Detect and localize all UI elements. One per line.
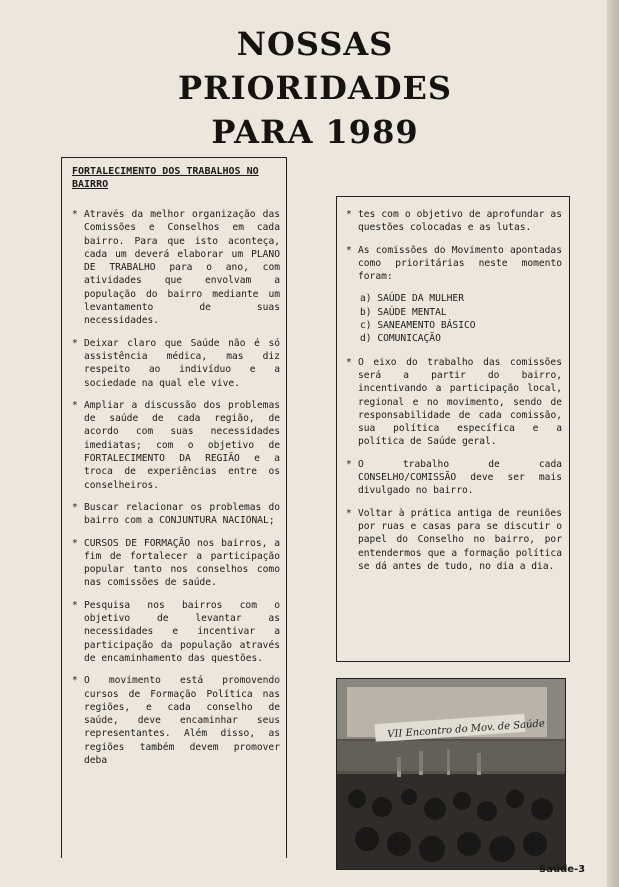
item-text: Voltar à prática antiga de reuniões por ruas e casas para se discutir o papel do Conselho no bairro, por entendermos que a formação política se dá antes de tudo, no dia a dia. — [358, 507, 562, 572]
section-heading: FORTALECIMENTO DOS TRABALHOS NO BAIRRO — [72, 166, 259, 190]
commission-item: c) SANEAMENTO BÁSICO — [360, 320, 476, 332]
page-title — [150, 22, 480, 154]
list-item — [346, 244, 562, 284]
commission-item: d) COMUNICAÇÃO — [360, 333, 441, 345]
page-edge — [607, 0, 619, 887]
page-number: Saúde-3 — [539, 864, 586, 875]
list-item — [72, 599, 280, 665]
bullet: * — [72, 209, 78, 220]
commission-item: a) SAÚDE DA MULHER — [360, 293, 464, 305]
item-text: Deixar claro que Saúde não é só assistência médica, mas diz respeito ao indivíduo e a sociedade na qual ele vive. — [84, 337, 280, 389]
right-column — [346, 208, 562, 582]
bullet: * — [72, 675, 78, 687]
list-item — [72, 501, 280, 528]
bullet: * — [72, 337, 78, 349]
list-item — [72, 674, 280, 767]
list-item — [72, 337, 280, 390]
list-item — [72, 208, 280, 328]
item-text: Através da melhor organização das Comissões e Conselhos em cada bairro. Para que isto aconteça, cada um deverá elaborar um PLANO DE TRABALHO para o ano, com atividades que envolvam a população do bairro mediante um levantamento de suas necessidades. — [84, 209, 280, 327]
title-line-1: NOSSAS — [236, 25, 394, 63]
item-text: Ampliar a discussão dos problemas de saúde de cada região, de acordo com suas necessidades imediatas; com o objetivo de FORTALECIMENTO DA REGIÃO e a troca de experiências entre os conselheiros. — [84, 399, 280, 491]
item-text: tes com o objetivo de aprofundar as questões colocadas e as lutas. — [358, 209, 562, 234]
item-text: O movimento está promovendo cursos de Formação Política nas regiões, e cada conselho de saúde, deve encaminhar seus representantes. Além disso, as regiões também devem promover deba — [84, 675, 280, 766]
title-line-2: PRIORIDADES — [178, 69, 452, 107]
bullet: * — [72, 599, 78, 611]
list-item — [346, 458, 562, 498]
list-item — [72, 399, 280, 492]
bullet: * — [72, 399, 78, 411]
item-text: O trabalho de cada CONSELHO/COMISSÃO deve ser mais divulgado no bairro. — [358, 458, 562, 497]
item-text: CURSOS DE FORMAÇÃO nos bairros, a fim de fortalecer a participação popular tanto nos conselhos como nas comissões de saúde. — [84, 537, 280, 589]
event-photo — [336, 678, 566, 870]
item-text: Pesquisa nos bairros com o objetivo de levantar as necessidades e incentivar a participação da população através de encaminhamento das questões. — [84, 599, 280, 664]
commission-item: b) SAÚDE MENTAL — [360, 306, 447, 318]
bullet: * — [346, 507, 352, 519]
bullet: * — [72, 537, 78, 549]
bullet: * — [346, 244, 352, 256]
list-item — [346, 507, 562, 573]
list-item — [346, 208, 562, 235]
item-text: As comissões do Movimento apontadas como prioritárias neste momento foram: — [358, 244, 562, 283]
bullet: * — [346, 458, 352, 470]
left-column — [72, 208, 280, 776]
photo-graphic — [337, 679, 565, 869]
bullet: * — [72, 501, 78, 513]
bullet: * — [346, 356, 352, 368]
commissions-list — [360, 292, 562, 345]
photo-banner-text: VII Encontro do Mov. de Saúde — [386, 718, 546, 741]
title-line-3: PARA 1989 — [211, 113, 419, 151]
item-text: Buscar relacionar os problemas do bairro com a CONJUNTURA NACIONAL; — [84, 501, 280, 527]
list-item — [346, 356, 562, 449]
list-item — [72, 537, 280, 590]
item-text: O eixo do trabalho das comissões será a partir do bairro, incentivando a participação local, regional e no movimento, sendo de responsabilidade de cada comissão, sua política específica e a política de Saúde geral. — [358, 356, 562, 448]
bullet: * — [346, 209, 352, 220]
